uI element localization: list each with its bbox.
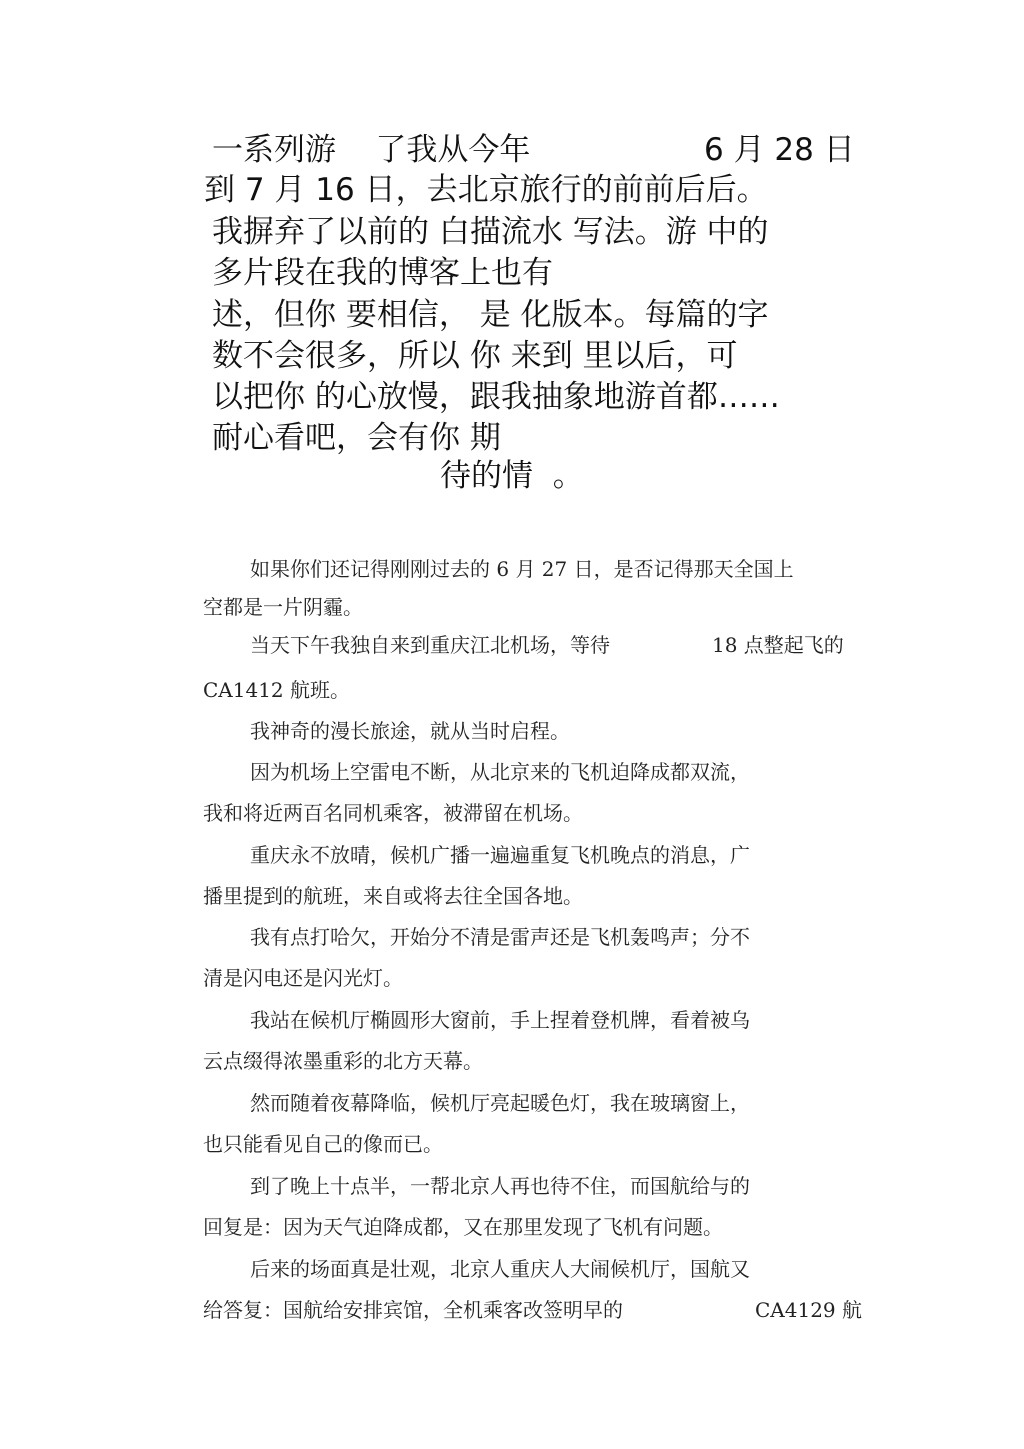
paragraph-line: 我和将近两百名同机乘客，被滞留在机场。: [203, 801, 583, 825]
intro-line: 待的情 。: [440, 458, 584, 494]
paragraph-line: 我站在候机厅椭圆形大窗前，手上捏着登机牌，看着被乌: [250, 1008, 750, 1032]
paragraph-line: 给答复：国航给安排宾馆，全机乘客改签明早的: [203, 1298, 623, 1322]
intro-line: 以把你 的心放慢，跟我抽象地游首都……: [212, 379, 780, 415]
intro-line: 到 7 月 16 日，去北京旅行的前前后后。: [204, 172, 768, 208]
paragraph-line: 当天下午我独自来到重庆江北机场，等待: [250, 633, 610, 657]
paragraph-line: 到了晚上十点半，一帮北京人再也待不住，而国航给与的: [250, 1174, 750, 1198]
paragraph-line: CA4129 航: [755, 1298, 863, 1322]
intro-line: 多片段在我的博客上也有: [212, 255, 553, 291]
intro-line: 我摒弃了以前的 白描流水 写法。游 中的: [212, 214, 769, 250]
paragraph-line: CA1412 航班。: [203, 678, 351, 702]
paragraph-line: 回复是：因为天气迫降成都，又在那里发现了飞机有问题。: [203, 1215, 723, 1239]
paragraph-line: 空都是一片阴霾。: [203, 595, 363, 619]
paragraph-line: 如果你们还记得刚刚过去的 6 月 27 日，是否记得那天全国上: [250, 557, 794, 581]
paragraph-line: 我神奇的漫长旅途，就从当时启程。: [250, 719, 570, 743]
paragraph-line: 我有点打哈欠，开始分不清是雷声还是飞机轰鸣声；分不: [250, 925, 750, 949]
paragraph-line: 后来的场面真是壮观，北京人重庆人大闹候机厅，国航又: [250, 1257, 750, 1281]
paragraph-line: 重庆永不放晴，候机广播一遍遍重复飞机晚点的消息，广: [250, 843, 750, 867]
intro-line: 6 月 28 日: [704, 132, 855, 168]
intro-line: 数不会很多，所以 你 来到 里以后，可: [212, 338, 738, 374]
paragraph-line: 云点缀得浓墨重彩的北方天幕。: [203, 1049, 483, 1073]
paragraph-line: 18 点整起飞的: [712, 633, 844, 657]
paragraph-line: 也只能看见自己的像而已。: [203, 1132, 443, 1156]
intro-line: 一系列游 了我从今年: [212, 132, 531, 168]
paragraph-line: 因为机场上空雷电不断，从北京来的飞机迫降成都双流，: [250, 760, 750, 784]
paragraph-line: 然而随着夜幕降临，候机厅亮起暖色灯，我在玻璃窗上，: [250, 1091, 750, 1115]
intro-line: 述，但你 要相信， 是 化版本。每篇的字: [212, 297, 769, 333]
paragraph-line: 清是闪电还是闪光灯。: [203, 966, 403, 990]
paragraph-line: 播里提到的航班，来自或将去往全国各地。: [203, 884, 583, 908]
intro-line: 耐心看吧，会有你 期: [212, 420, 501, 456]
